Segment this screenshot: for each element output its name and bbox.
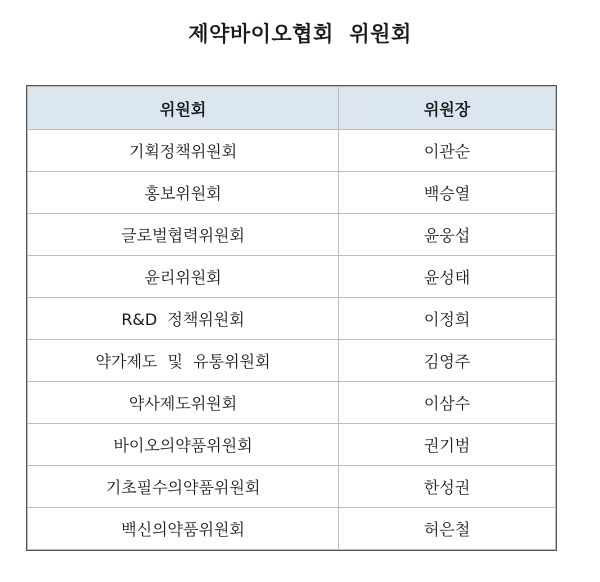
- committee-cell: 윤리위원회: [28, 256, 339, 298]
- table-row: [28, 214, 556, 256]
- table-row: [28, 382, 556, 424]
- table-row: [28, 298, 556, 340]
- committee-cell: 글로벌협력위원회: [28, 214, 339, 256]
- chair-cell: 김영주: [339, 340, 556, 382]
- committee-cell: 기초필수의약품위원회: [28, 466, 339, 508]
- column-header-committee: 위원회: [28, 87, 339, 130]
- committee-cell: 기획정책위원회: [28, 130, 339, 172]
- table-row: [28, 340, 556, 382]
- committee-cell: 바이오의약품위원회: [28, 424, 339, 466]
- chair-cell: 이정희: [339, 298, 556, 340]
- chair-cell: 허은철: [339, 508, 556, 550]
- chair-cell: 이삼수: [339, 382, 556, 424]
- chair-cell: 한성권: [339, 466, 556, 508]
- chair-cell: 윤웅섭: [339, 214, 556, 256]
- table-row: [28, 508, 556, 550]
- chair-cell: 백승열: [339, 172, 556, 214]
- page-title: 제약바이오협회 위원회: [188, 22, 412, 46]
- committee-cell: 백신의약품위원회: [28, 508, 339, 550]
- table-row: [28, 466, 556, 508]
- column-header-chair: 위원장: [339, 87, 556, 130]
- committee-cell: 약사제도위원회: [28, 382, 339, 424]
- chair-cell: 권기범: [339, 424, 556, 466]
- committee-cell: 홍보위원회: [28, 172, 339, 214]
- table-row: [28, 130, 556, 172]
- table-row: [28, 424, 556, 466]
- table-row: [28, 256, 556, 298]
- committee-cell: 약가제도 및 유통위원회: [28, 340, 339, 382]
- committee-table: [27, 86, 556, 550]
- table-row: [28, 172, 556, 214]
- chair-cell: 윤성태: [339, 256, 556, 298]
- committee-cell: R&D 정책위원회: [28, 298, 339, 340]
- chair-cell: 이관순: [339, 130, 556, 172]
- table-header-row: [28, 87, 556, 130]
